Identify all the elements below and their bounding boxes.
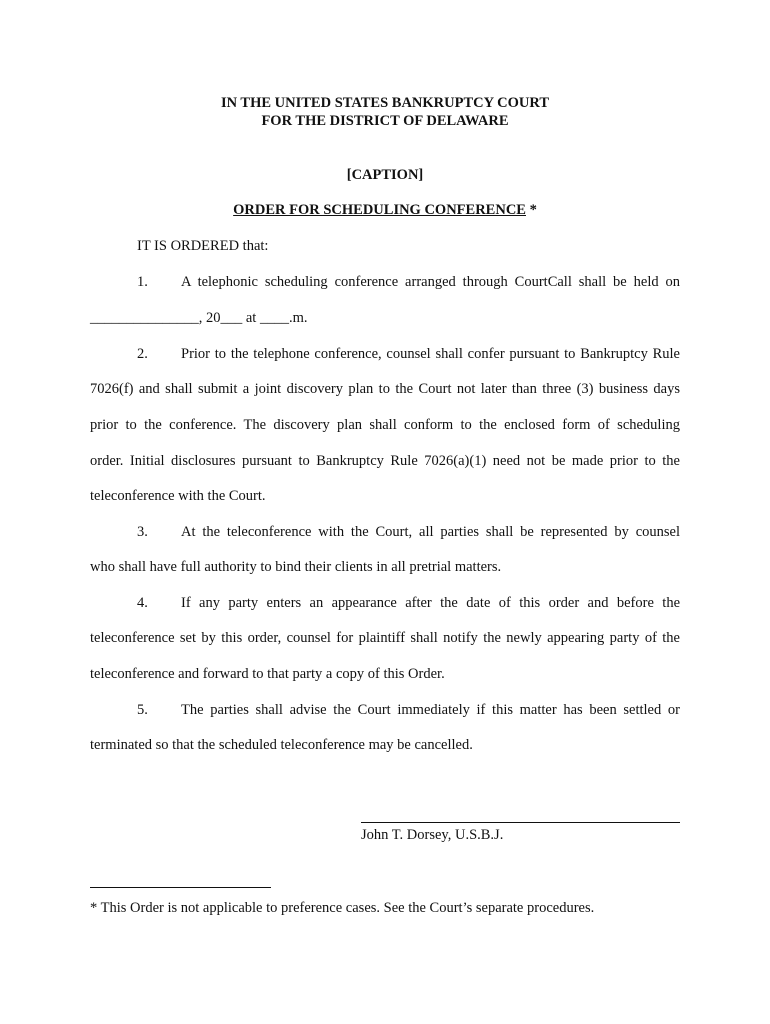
paragraph-line: If any party enters an appearance after the date of this order and before the <box>181 595 680 611</box>
paragraph-line: prior to the conference. The discovery plan shall conform to the enclosed form of scheduling <box>90 417 680 433</box>
paragraph-line: Prior to the telephone conference, counsel shall confer pursuant to Bankruptcy Rule <box>181 346 680 362</box>
paragraph-line: teleconference and forward to that party a copy of this Order. <box>90 666 445 682</box>
paragraph-number: 4. <box>137 595 148 611</box>
footnote-text: * This Order is not applicable to preference cases. See the Court’s separate procedures. <box>90 900 595 916</box>
order-title-text: ORDER FOR SCHEDULING CONFERENCE <box>233 202 526 218</box>
order-title <box>0 202 770 219</box>
court-name-line1: IN THE UNITED STATES BANKRUPTCY COURT <box>220 95 550 111</box>
paragraph-line: A telephonic scheduling conference arranged through CourtCall shall be held on <box>181 274 680 290</box>
paragraph-number: 5. <box>137 702 148 718</box>
paragraph-line: 7026(f) and shall submit a joint discovery plan to the Court not later than three (3) business days <box>90 381 680 397</box>
paragraph-number: 3. <box>137 524 148 540</box>
paragraph-line: The parties shall advise the Court immediately if this matter has been settled or <box>181 702 680 718</box>
paragraph-line: terminated so that the scheduled teleconference may be cancelled. <box>90 737 473 753</box>
paragraph-number: 1. <box>137 274 148 290</box>
paragraph-number: 2. <box>137 346 148 362</box>
paragraph-line: teleconference with the Court. <box>90 488 266 504</box>
paragraph-line: teleconference set by this order, counsel for plaintiff shall notify the newly appearing party of the <box>90 630 680 646</box>
judge-signature-name: John T. Dorsey, U.S.B.J. <box>361 827 504 843</box>
caption-placeholder: [CAPTION] <box>346 167 424 183</box>
paragraph-line: order. Initial disclosures pursuant to Bankruptcy Rule 7026(a)(1) need not be made prior to the <box>90 453 680 469</box>
paragraph-line: who shall have full authority to bind their clients in all pretrial matters. <box>90 559 502 575</box>
court-name-line2: FOR THE DISTRICT OF DELAWARE <box>261 113 509 129</box>
footnote-marker: * <box>525 202 537 218</box>
footnote-separator <box>90 887 271 888</box>
paragraph-line: _______________, 20___ at ____.m. <box>90 310 308 326</box>
intro-text: IT IS ORDERED that: <box>137 238 269 254</box>
signature-line <box>361 822 680 823</box>
paragraph-line: At the teleconference with the Court, all parties shall be represented by counsel <box>181 524 680 540</box>
